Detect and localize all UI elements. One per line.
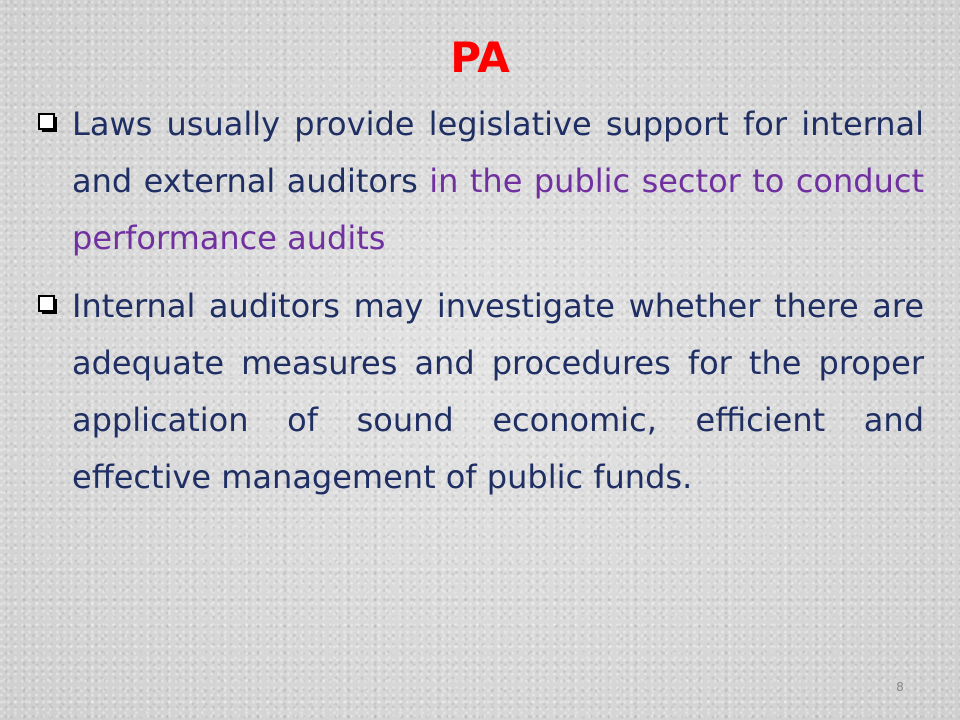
bullet-list [36,96,924,506]
slide-title: PA [450,33,510,82]
checkbox-bullet-icon [38,295,58,315]
bullet-item-2 [36,278,924,506]
page-number: 8 [896,680,904,694]
bullet-item-1 [36,96,924,267]
bullet-text: Internal auditors may investigate whether there are adequate measures and procedures for the proper application of sound economic, efficient and effective management of public funds. [72,287,924,496]
bullet-text: Laws usually provide legislative support for internal and external auditors [72,105,924,200]
bullet-highlight-text: in the public sector to conduct performance audits [72,162,925,257]
checkbox-bullet-icon [38,113,58,133]
